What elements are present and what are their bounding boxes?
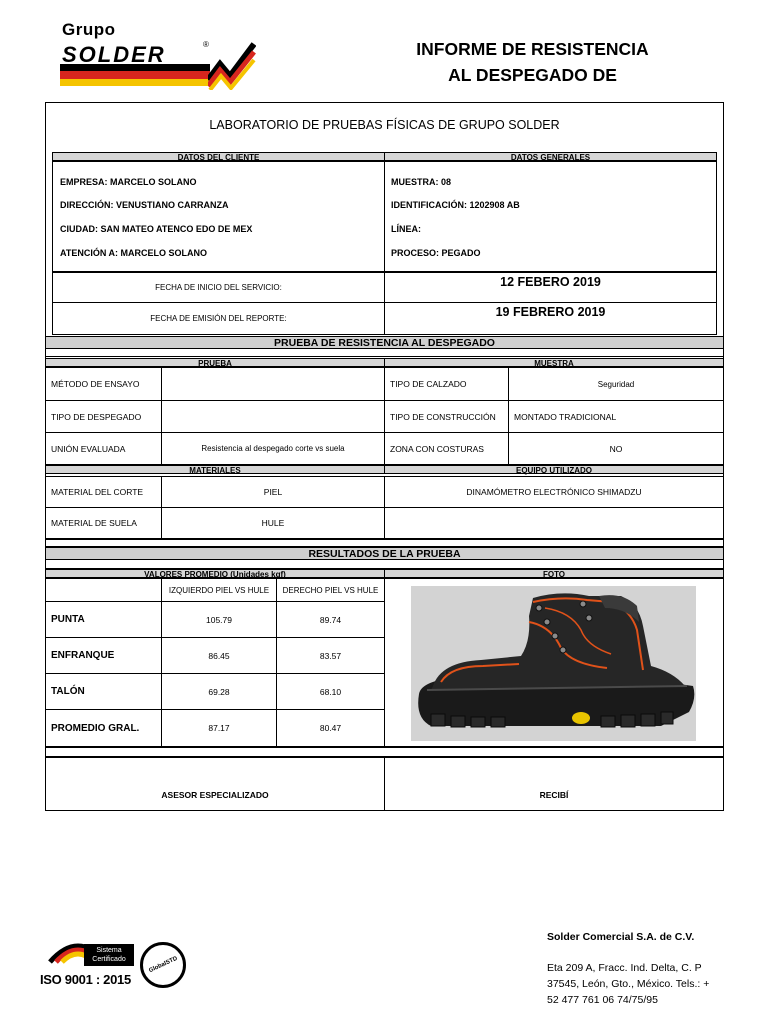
equipo-value [384,476,724,508]
costuras-label [384,432,509,465]
union-label [45,432,162,465]
results-gap-2 [45,559,724,569]
results-title: RESULTADOS DE LA PRUEBA [45,547,724,560]
row-enfranque-label-text: ENFRANQUE [51,650,115,661]
company-logo [60,20,260,92]
test-section-title: PRUEBA DE RESISTENCIA AL DESPEGADO [45,336,724,349]
global-std-seal [140,942,186,988]
metodo-value [161,367,385,401]
client-data-header: DATOS DEL CLIENTE [52,152,385,161]
construccion-label [384,400,509,433]
union-label-text: UNIÓN EVALUADA [51,443,126,454]
logo-grupo-text: Grupo [62,20,116,39]
row-enfranque-right-text: 83.57 [319,650,342,661]
company-name: Solder Comercial S.A. de C.V. [547,931,695,943]
boot-photo [411,586,696,741]
general-proceso: PROCESO: PEGADO [391,248,481,258]
calzado-label-text: TIPO DE CALZADO [390,379,467,389]
logo-solder-text: SOLDER [62,42,166,67]
metodo-label [45,367,162,401]
logo-registered-mark: ® [203,40,209,49]
tipo-despegado-label [45,400,162,433]
row-enfranque-left [161,637,277,674]
row-punta-left [161,601,277,638]
report-title-line2: AL DESPEGADO DE [448,65,617,85]
suela-value [161,507,385,539]
tipo-despegado-value [161,400,385,433]
row-promedio-right [276,709,385,747]
client-ciudad: CIUDAD: SAN MATEO ATENCO EDO DE MEX [60,224,253,234]
row-punta-label [45,601,162,638]
corte-value-text: PIEL [263,487,283,497]
suela-label-text: MATERIAL DE SUELA [51,518,137,528]
company-address [547,960,768,1008]
client-direccion: DIRECCIÓN: VENUSTIANO CARRANZA [60,200,229,210]
costuras-label-text: ZONA CON COSTURAS [390,443,484,454]
construccion-value [508,400,724,433]
materiales-header: MATERIALES [45,465,385,474]
fecha-inicio-value [384,272,717,303]
cert-badge [84,944,134,966]
suela-value-text: HULE [261,518,285,528]
row-punta-label-text: PUNTA [51,614,85,625]
logo-zigzag-icon [208,36,256,90]
construccion-label-text: TIPO DE CONSTRUCCIÓN [390,411,496,422]
metodo-label-text: MÉTODO DE ENSAYO [51,379,140,389]
calzado-value [508,367,724,401]
col-right-header [276,578,385,602]
equipo-value-empty [384,507,724,539]
lab-title: LABORATORIO DE PRUEBAS FÍSICAS DE GRUPO SOLDER [209,118,560,132]
report-title-line1: INFORME DE RESISTENCIA [416,39,649,59]
tipo-despegado-label-text: TIPO DE DESPEGADO [51,411,142,422]
iso-text: ISO 9001 : 2015 [40,972,131,987]
row-talon-left-text: 69.28 [208,686,230,697]
fecha-emision-label [52,302,385,335]
col-left-header [161,578,277,602]
safety-boot-icon [411,586,696,741]
row-talon-right [276,673,385,710]
test-section-gap [45,348,724,357]
row-enfranque-right [276,637,385,674]
results-gap [45,539,724,547]
prueba-header: PRUEBA [45,358,385,367]
row-promedio-label-text: PROMEDIO GRAL. [51,722,140,734]
cert-line1: Sistema [96,947,122,954]
row-talon-right-text: 68.10 [319,686,342,697]
corte-label-text: MATERIAL DEL CORTE [51,487,144,497]
union-value-text: Resistencia al despegado corte vs suela [201,444,345,453]
row-punta-right-text: 89.74 [319,614,342,625]
corte-label [45,476,162,508]
row-enfranque-left-text: 86.45 [208,650,230,661]
corte-value [161,476,385,508]
fecha-emision-value [384,302,717,335]
calzado-label [384,367,509,401]
col-left-header-text: IZQUIERDO PIEL VS HULE [168,585,270,595]
foto-header: FOTO [384,569,724,578]
row-promedio-left-text: 87.17 [208,723,230,733]
results-gap-3 [45,747,724,757]
client-empresa: EMPRESA: MARCELO SOLANO [60,177,197,187]
general-linea: LÍNEA: [391,224,421,234]
costuras-value [508,432,724,465]
row-punta-right [276,601,385,638]
row-enfranque-label [45,637,162,674]
row-punta-left-text: 105.79 [206,614,232,625]
calzado-value-text: Seguridad [597,379,635,389]
recibi-label: RECIBÍ [539,790,569,800]
general-muestra: MUESTRA: 08 [391,177,452,187]
equipo-header: EQUIPO UTILIZADO [384,465,724,474]
iso-certification-logo [40,934,190,994]
fecha-inicio-label-text: FECHA DE INICIO DEL SERVICIO: [155,283,282,292]
asesor-signature-box [45,757,385,811]
row-talon-label-text: TALÓN [51,686,85,697]
address-line3: 52 477 761 06 74/75/95 [547,994,658,1006]
general-data-header: DATOS GENERALES [384,152,717,161]
row-promedio-right-text: 80.47 [319,723,342,733]
row-promedio-label [45,709,162,747]
address-line1: Eta 209 A, Fracc. Ind. Delta, C. P [547,962,702,974]
valores-header: VALORES PROMEDIO (Unidades kgf) [45,569,385,578]
recibi-signature-box [384,757,724,811]
union-value [161,432,385,465]
row-talon-label [45,673,162,710]
muestra-header: MUESTRA [384,358,724,367]
client-atencion: ATENCIÓN A: MARCELO SOLANO [60,248,207,258]
row-promedio-left [161,709,277,747]
general-identificacion: IDENTIFICACIÓN: 1202908 AB [391,200,520,210]
col-right-header-text: DERECHO PIEL VS HULE [282,585,379,595]
fecha-inicio-value-text: 12 FEBERO 2019 [500,275,601,289]
fecha-inicio-label [52,272,385,303]
asesor-label: ASESOR ESPECIALIZADO [161,790,269,800]
results-corner [45,578,162,602]
address-line2: 37545, León, Gto., México. Tels.: + [547,978,710,990]
global-std-text: GlobalSTD [147,955,179,975]
equipo-value-text: DINAMÓMETRO ELECTRÓNICO SHIMADZU [466,487,642,497]
fecha-emision-label-text: FECHA DE EMISIÓN DEL REPORTE: [150,314,287,323]
row-talon-left [161,673,277,710]
fecha-emision-value-text: 19 FEBRERO 2019 [495,305,606,319]
suela-label [45,507,162,539]
cert-line2: Certificado [92,956,126,963]
costuras-value-text: NO [609,443,623,454]
construccion-value-text: MONTADO TRADICIONAL [514,411,617,422]
report-title [385,36,680,88]
